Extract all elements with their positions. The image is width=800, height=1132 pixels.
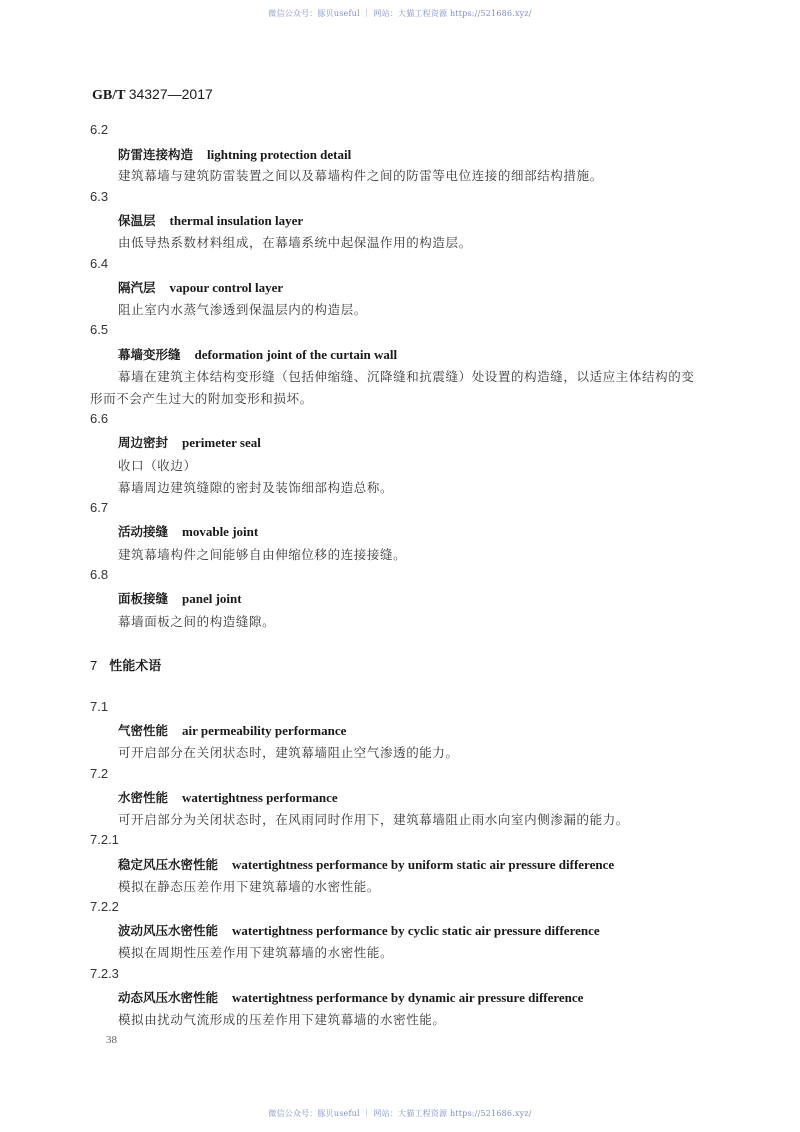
clause-number: 6.4 [90,256,109,271]
term-definition-continued: 形而不会产生过大的附加变形和损坏。 [90,391,313,406]
term-heading [118,522,258,540]
clause-number: 6.7 [90,500,109,515]
term-en: watertightness performance by uniform static air pressure difference [232,857,615,872]
term-heading [118,145,351,163]
term-en: panel joint [182,591,242,606]
term-zh: 气密性能 [118,723,169,738]
term-zh: 幕墙变形缝 [118,347,181,362]
term-zh: 波动风压水密性能 [118,923,219,938]
term-zh: 隔汽层 [118,280,156,295]
term-heading [118,211,303,229]
term-en: perimeter seal [182,435,261,450]
term-zh: 周边密封 [118,435,169,450]
term-heading [118,788,338,806]
watermark-top: 微信公众号：豚贝useful ｜ 网站：大猫工程资源 https://521686.xyz/ [268,9,532,18]
term-en: lightning protection detail [207,147,352,162]
clause-number: 7.2.1 [90,832,119,847]
watermark-bottom: 微信公众号：豚贝useful ｜ 网站：大猫工程资源 https://521686.xyz/ [268,1109,532,1118]
term-en: watertightness performance by dynamic air pressure difference [232,990,584,1005]
page-number: 38 [106,1034,117,1046]
term-en: deformation joint of the curtain wall [194,347,398,362]
term-heading [118,988,583,1006]
section-heading [90,655,161,674]
term-definition: 可开启部分在关闭状态时，建筑幕墙阻止空气渗透的能力。 [118,745,459,760]
clause-number: 6.6 [90,411,109,426]
term-heading [118,589,242,607]
term-zh: 动态风压水密性能 [118,990,219,1005]
section-title: 性能术语 [109,659,162,674]
term-definition: 幕墙周边建筑缝隙的密封及装饰细部构造总称。 [118,480,394,495]
clause-number: 7.2.2 [90,899,119,914]
term-heading [118,921,600,939]
term-zh: 防雷连接构造 [118,147,194,162]
standard-number: 34327—2017 [128,86,213,102]
clause-number: 6.2 [90,122,109,137]
term-zh: 水密性能 [118,790,169,805]
term-en: watertightness performance [182,790,338,805]
term-definition: 幕墙在建筑主体结构变形缝（包括伸缩缝、沉降缝和抗震缝）处设置的构造缝，以适应主体结构的变 [118,369,695,384]
standard-identifier [92,86,213,104]
clause-number: 6.5 [90,322,109,337]
term-heading [118,345,397,363]
term-en: watertightness performance by cyclic static air pressure difference [232,923,600,938]
section-number: 7 [90,658,98,673]
term-definition: 模拟在周期性压差作用下建筑幕墙的水密性能。 [118,945,394,960]
term-synonym: 收口（收边） [118,458,197,473]
term-heading [118,855,614,873]
clause-number: 6.8 [90,567,109,582]
term-definition: 可开启部分为关闭状态时，在风雨同时作用下，建筑幕墙阻止雨水向室内侧渗漏的能力。 [118,812,629,827]
term-definition: 幕墙面板之间的构造缝隙。 [118,614,276,629]
term-definition: 模拟由扰动气流形成的压差作用下建筑幕墙的水密性能。 [118,1012,446,1027]
term-heading [118,433,261,451]
term-definition: 由低导热系数材料组成，在幕墙系统中起保温作用的构造层。 [118,235,472,250]
term-en: air permeability performance [182,723,347,738]
term-en: thermal insulation layer [169,213,304,228]
term-zh: 保温层 [118,213,156,228]
term-heading [118,721,346,739]
term-zh: 活动接缝 [118,524,169,539]
term-definition: 阻止室内水蒸气渗透到保温层内的构造层。 [118,302,367,317]
clause-number: 7.1 [90,699,109,714]
term-definition: 建筑幕墙与建筑防雷装置之间以及幕墙构件之间的防雷等电位连接的细部结构措施。 [118,168,603,183]
clause-number: 6.3 [90,189,109,204]
clause-number: 7.2 [90,766,109,781]
standard-prefix: GB/T [92,88,126,103]
term-zh: 面板接缝 [118,591,169,606]
term-en: vapour control layer [169,280,284,295]
term-en: movable joint [182,524,259,539]
term-zh: 稳定风压水密性能 [118,857,219,872]
clause-number: 7.2.3 [90,966,119,981]
term-heading [118,278,283,296]
term-definition: 建筑幕墙构件之间能够自由伸缩位移的连接接缝。 [118,547,407,562]
term-definition: 模拟在静态压差作用下建筑幕墙的水密性能。 [118,879,381,894]
